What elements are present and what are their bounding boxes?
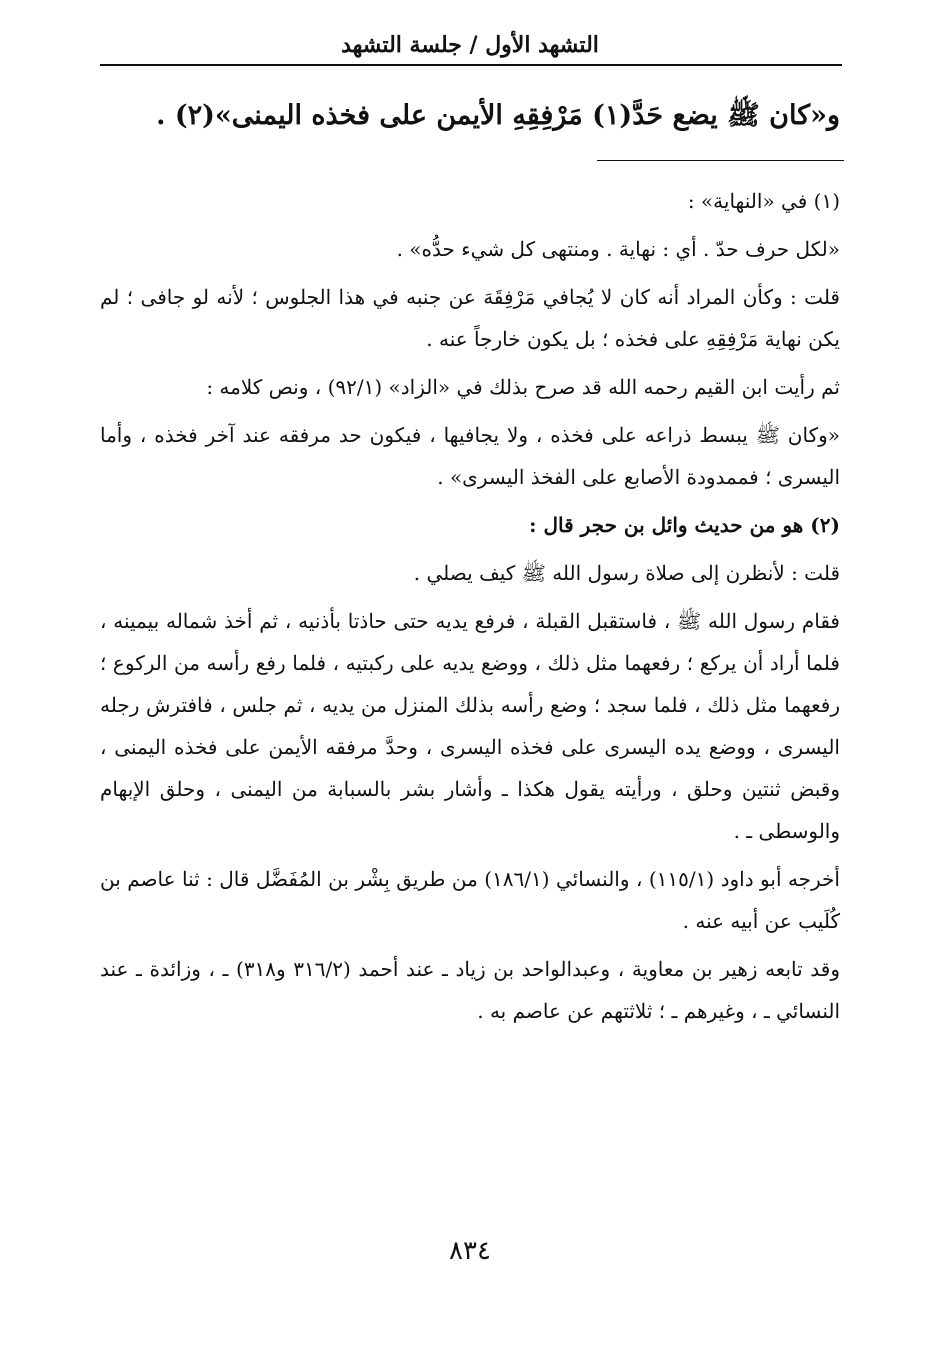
footnotes bbox=[100, 180, 840, 1038]
running-header: التشهد الأول / جلسة التشهد bbox=[341, 32, 599, 58]
footnote-paragraph: أخرجه أبو داود (١١٥/١) ، والنسائي (١٨٦/١) من طريق بِشْر بن المُفَضَّل قال : ثنا عاصم بن كُلَيب عن أبيه عنه . bbox=[100, 867, 840, 933]
footnote-separator bbox=[597, 160, 844, 161]
footnote-paragraph: ثم رأيت ابن القيم رحمه الله قد صرح بذلك في «الزاد» (٩٢/١) ، ونص كلامه : bbox=[206, 375, 840, 399]
header-rule bbox=[100, 64, 842, 66]
footnote-paragraph: وقد تابعه زهير بن معاوية ، وعبدالواحد بن زياد ـ عند أحمد (٣١٦/٢ و٣١٨) ـ ، وزائدة ـ عند النسائي ـ ، وغيرهم ـ ؛ ثلاثتهم عن عاصم به . bbox=[100, 957, 840, 1023]
footnote-paragraph: «لكل حرف حدّ . أي : نهاية . ومنتهى كل شيء حدُّه» . bbox=[396, 237, 840, 261]
footnote-paragraph: فقام رسول الله ﷺ ، فاستقبل القبلة ، فرفع يديه حتى حاذتا بأذنيه ، ثم أخذ شماله بيمينه ، فلما أراد أن يركع ؛ رفعهما مثل ذلك ، ووضع يديه على ركبتيه ، فلما رفع رأسه من الركوع ؛ رفعهما مثل ذلك ، فلما سجد ؛ وضع رأسه بذلك المنزل من يديه ، ثم جلس ، فافترش رجله اليسرى ، ووضع يده اليسرى على فخذه اليسرى ، وحدَّ مرفقه الأيمن على فخذه اليمنى ، وقبض ثنتين وحلق ، ورأيته يقول هكذا ـ وأشار بشر بالسبابة من اليمنى ، وحلق الإبهام والوسطى ـ . bbox=[100, 609, 840, 843]
main-text: و«كان ﷺ يضع حَدَّ(١) مَرْفِقِهِ الأيمن على فخذه اليمنى»(٢) . bbox=[156, 100, 840, 131]
footnote-paragraph: قلت : لأنظرن إلى صلاة رسول الله ﷺ كيف يصلي . bbox=[413, 561, 840, 585]
footnote-paragraph: «وكان ﷺ يبسط ذراعه على فخذه ، ولا يجافيها ، فيكون حد مرفقه عند آخر فخذه ، وأما اليسرى ؛ فممدودة الأصابع على الفخذ اليسرى» . bbox=[100, 423, 840, 489]
page-number: ٨٣٤ bbox=[449, 1236, 491, 1266]
footnote-paragraph: (١) في «النهاية» : bbox=[687, 189, 840, 213]
footnote-paragraph: (٢) هو من حديث وائل بن حجر قال : bbox=[529, 513, 840, 537]
footnote-paragraph: قلت : وكأن المراد أنه كان لا يُجافي مَرْفِقَهَ عن جنبه في هذا الجلوس ؛ لأنه لو جافى ؛ لم يكن نهاية مَرْفِقِهِ على فخذه ؛ بل يكون خارجاً عنه . bbox=[100, 285, 840, 351]
